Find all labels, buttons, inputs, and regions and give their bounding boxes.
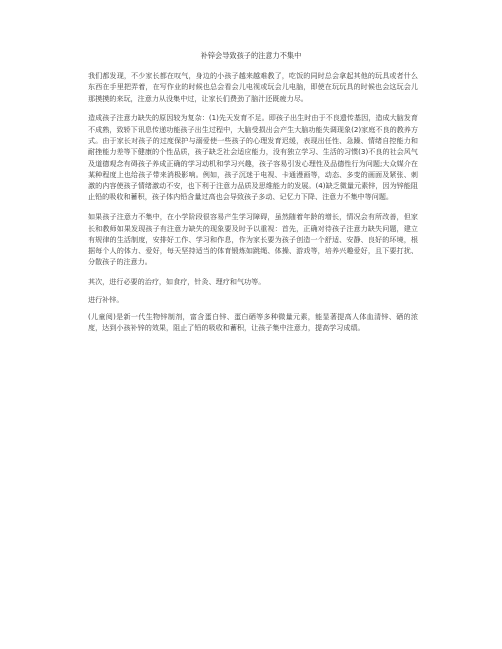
paragraph-product: (儿童阅)是新一代生物锌制剂，富含蛋白锌、蛋白硒等多种微量元素，能显著提高人体血清锌、硒的浓度，达到小孩补锌的效果，阻止了铅的吸收和蓄积，让孩子集中注意力，提高学习成绩。 — [88, 311, 418, 333]
paragraph-zinc-heading: 进行补锌。 — [88, 294, 124, 304]
paragraph-advice: 如果孩子注意力不集中，在小学阶段很容易产生学习障碍，虽然随着年龄的增长，情况会有所改善，但家长和教师如果发现孩子有注意力缺失的现象要及时予以重视：首先，正确对待孩子注意力缺失问题，建立有规律的生活制度，安排好工作、学习和作息，作为家长要为孩子创造一个舒适、安静、良好的环境，根据每个人的体力、爱好，每天坚持适当的体育锻炼如跳绳、体操、游戏等，培养兴趣爱好，且下要打扰、分散孩子的注意力。 — [88, 212, 418, 267]
document-body — [88, 70, 418, 342]
paragraph-causes: 造成孩子注意力缺失的原因较为复杂：(1)先天发育不足。即孩子出生时由于不良遗传基因，造成大脑发育不成熟，致轿下讯息传递功能孩子出生过程中，大脑受损出会产生大脑功能失调现象(2)家庭不良的教养方式。由于家长对孩子的过度保护与溺爱使一些孩子的心理发育迟缓，表现出任性、急躁、情绪自控能力和耐挫能力差等下健康的个性品质，孩子缺乏社会适应能力，没有独立学习、生活的习惯(3)不良的社会风气及道德观念有碍孩子养成正确的学习动机和学习兴趣，孩子容易引发心理性及品德性行为问题;大众媒介在某种程度上也给孩子带来消极影响。例如，孩子沉迷于电视、卡通漫画等，动态、多变的画面及紧张、刺激的内容使孩子情绪激动不安，也下利于注意力品质及思维能力的发展。(4)缺乏微量元素锌，因为锌能阻止铅的吸收和蓄积，孩子体内铅含量过高也会导致孩子多动、记忆力下降、注意力不集中等问题。 — [88, 113, 418, 202]
paragraph-treatment: 其次，进行必要的治疗，如食疗，针灸、理疗和气功等。 — [88, 277, 266, 287]
paragraph-intro: 我们都发现，不少家长都在叹气，身边的小孩子越来越难教了，吃饭的同时总会拿起其他的玩具或者什么东西在手里把弄着，在写作业的时候也总会看会儿电视或玩会儿电脑，即使在玩玩具的时候也会这玩会儿那摸摸的来玩，注意力从没集中过，让家长们费劲了脑汁还既疲力尽。 — [88, 71, 418, 103]
document-title: 补锌会导致孩子的注意力不集中 — [200, 51, 302, 60]
